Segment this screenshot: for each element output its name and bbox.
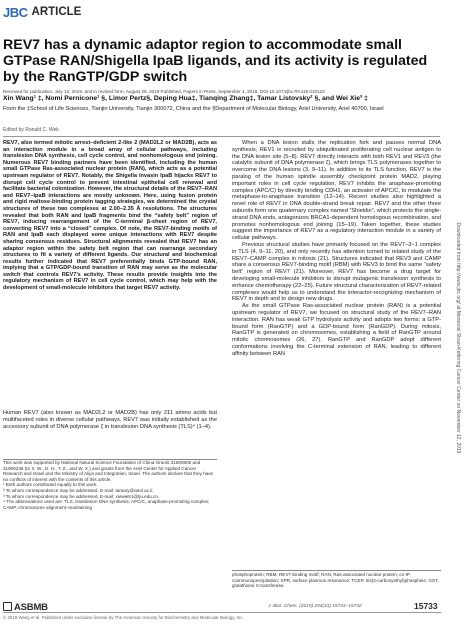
author-list[interactable]: Xin Wang¹ ‡, Nomi Pernicone¹ §, Limor Pertz§, Deping Hua‡, Tianqing Zhang‡, Tamar Listovsky² §, and Wei Xie³ ‡	[3, 95, 368, 102]
journal-header	[3, 4, 81, 20]
page-number: 15733	[414, 601, 438, 611]
abbreviations-divider	[232, 570, 441, 571]
download-note-text[interactable]: Downloaded from http://www.jbc.org/ at Memorial Sloan-Kettering Cancer Center on November 12, 2019	[455, 222, 461, 454]
copyright-notice: © 2019 Wang et al. Published under exclusive license by The American Society for Biochemistry and Molecular Biology, Inc.	[3, 615, 244, 620]
paragraph-dna-lesion: When a DNA lesion stalls the replication fork and pauses normal DNA synthesis, REV1 is recruited by ubiquitinated proliferating cell nuclear antigen to the DNA lesion site (5–8). REV7 directly interacts with both REV1 and REV3 (the catalytic subunit of DNA polymerase ζ), which brings TLS polymerases together to overcome the DNA lesions (3, 9–11). In addition to its TLS function, REV7 is the paralog of the human spindle assembly checkpoint protein MAD2, playing important roles in cell cycle regulation. REV7 inhibits the anaphase-promoting complex (APC/C) by directly binding CDH1, an activator of APC/C, to modulate the metaphase-to-anaphase transition (12–14). Recent studies also highlighted a novel role of REV7 in DNA double-strand break repair. REV7 and the other three subunits form one quaternary complex named “Shieldin”, which protects the single-strand DNA ends, antagonizes BRCA1-dependent homologous recombination, and promotes nonhomologous end joining (15–19). Taken together, these studies suggest the importance of REV7 as a regulatory interaction module in a variety of cellular pathways.	[232, 140, 441, 242]
affiliations: From the ‡School of Life Sciences, Tianjin University, Tianjin 300072, China and the §Department of Molecular Biology, Ariel University, Ariel 40700, Israel	[3, 106, 384, 112]
right-column	[232, 140, 441, 358]
footer-divider	[3, 612, 441, 613]
footnotes	[3, 460, 217, 510]
introduction-paragraph: Human REV7 (also known as MAD2L2 or MAD2B) has only 211 amino acids but multifaceted roles in diverse cellular pathways. REV7 was initially established as the accessory subunit of DNA polymerase ζ in translesion DNA synthesis (TLS)⁴ (1–4).	[3, 410, 217, 430]
asbmb-mark-icon	[3, 602, 12, 611]
header-divider	[3, 136, 440, 137]
paragraph-structural-studies: Previous structural studies have primarily focused on the REV7–3–1 complex in TLS (4, 9–11, 20), and only recently has attention turned to related study of the REV7–CAMP complex in mitosis (21). Structures indicated that REV3 and CAMP share a consensus REV7-binding motif (RBM) with REV3 to bind the same “safety belt” region of REV7 (21). Moreover, REV7 has become a drug target for developing small-molecule inhibitors to disrupt mutagenic translesion synthesis to enhance chemotherapy (22–25). Future structural characterization of REV7-related complexes would help us to understand the interactor-recognizing mechanism of REV7 in depth and to design new drugs.	[232, 241, 441, 303]
asbmb-label: ASBMB	[14, 602, 48, 613]
footnote-correspondence-1[interactable]: ² To whom correspondence may be addressed. E-mail: tamary@ariel.ac.il.	[3, 487, 154, 493]
footnote-correspondence-2[interactable]: ³ To whom correspondence may be addressed. E-mail: xiewei81@tju.edu.cn.	[3, 493, 160, 499]
publication-dates: Received for publication, July 12, 2019, and in revised form, August 29, 2019 Published, Papers in Press, September 4, 2019, DOI 10.1074/jbc.RA119.010123	[3, 89, 325, 94]
download-note	[453, 60, 463, 620]
abbreviations-continued: phosphoprotein; RBM, REV7-binding motif; RAN, Ras-associated nuclear protein; co-IP, coimmunoprecipitation; SPR, surface plasmon resonance; TCEP, tris(2-carboxyethyl)phosphine; GST, glutathione S-transferase.	[232, 572, 439, 589]
footnote-equal-contribution: ¹ Both authors contributed equally to this work.	[3, 482, 98, 488]
abstract: REV7, also termed mitotic arrest–deficient 2-like 2 (MAD2L2 or MAD2B), acts as an interaction module in a broad array of cellular pathways, including translesion DNA synthesis, cell cycle control, and nonhomologous end joining. Numerous REV7 binding partners have been identified, including the human small GTPase Ras-associated nuclear protein (RAN), which acts as a potential upstream regulator of REV7. Notably, the Shigella invasin IpaB hijacks REV7 to disrupt cell cycle control to prevent intestinal epithelial cell renewal and facilitate bacterial colonization. However, the structural details of the REV7–RAN and REV7–IpaB interactions are mostly unknown. Here, using fusion protein and rigid maltose-binding protein tagging strategies, we determined the crystal structures of these two complexes at 2.00–2.35 Å resolutions. The structures revealed that both RAN and IpaB fragments bind the “safety belt” region of REV7, inducing rearrangement of the C-terminal β-sheet region of REV7, converting REV7 into a “closed” complex. Of note, the REV7-binding motifs of RAN and IpaB each displayed some unique interactions with REV7 despite sharing consensus residues. Structural alignments revealed that REV7 has an adaptor region within the safety belt region that can rearrange secondary structures to fit a variety of different ligands. Our structural and biochemical results further indicated that REV7 preferentially binds GTP-bound RAN, implying that a GTP/GDP-bound transition of RAN may serve as the molecular switch that controls REV7’s activity. These results provide insights into the regulatory mechanism of REV7 in cell cycle control, which may help with the development of small-molecule inhibitors that target REV7 activity.	[3, 140, 217, 292]
asbmb-logo	[3, 602, 48, 613]
paragraph-ran: As the small GTPase Ras-associated nuclear protein (RAN) is a potential upstream regulator of REV7, we focused on structural study of the REV7–RAN interaction. RAN has weak GTP hydrolysis activity and adopts two forms: a GTP-bound form (RanGTP) and a GDP-bound form (RanGDP). During mitosis, RanGTP is generated on chromosomes, establishing a field of RanGTP around mitotic chromosomes (26, 27). RanGTP and RanGDP adopt different conformations involving the C-terminal extension of RAN, leading to different affinity between RAN	[232, 303, 441, 357]
article-title: REV7 has a dynamic adaptor region to accommodate small GTPase RAN/Shigella IpaB ligands, and its activity is regulated by the RanGTP/GDP switch	[3, 37, 428, 85]
footnote-funding: This work was supported by National Natural Science Foundation of China Grants 31600605 and 31900236 (to X. W., D. H., T. Z., and W. X.) and grants from the Ariel Center for Applied Cancer Research and Israel and the Ministry of Aliya and Integration, Israel. The authors declare that they have no conflicts of interest with the contents of this article.	[3, 460, 214, 482]
footnote-abbreviations: ⁴ The abbreviations used are: TLS, translesion DNA synthesis; APC/C, anaphase-promoting complex; CAMP, chromosome alignment–maintaining	[3, 499, 210, 510]
journal-reference: J. Biol. Chem. (2019) 294(43) 15733–15742	[268, 604, 362, 609]
section-label: ARTICLE	[31, 6, 82, 18]
edited-by: Edited by Ronald C. Wek	[3, 127, 59, 133]
jbc-logo[interactable]: JBC	[3, 4, 28, 20]
